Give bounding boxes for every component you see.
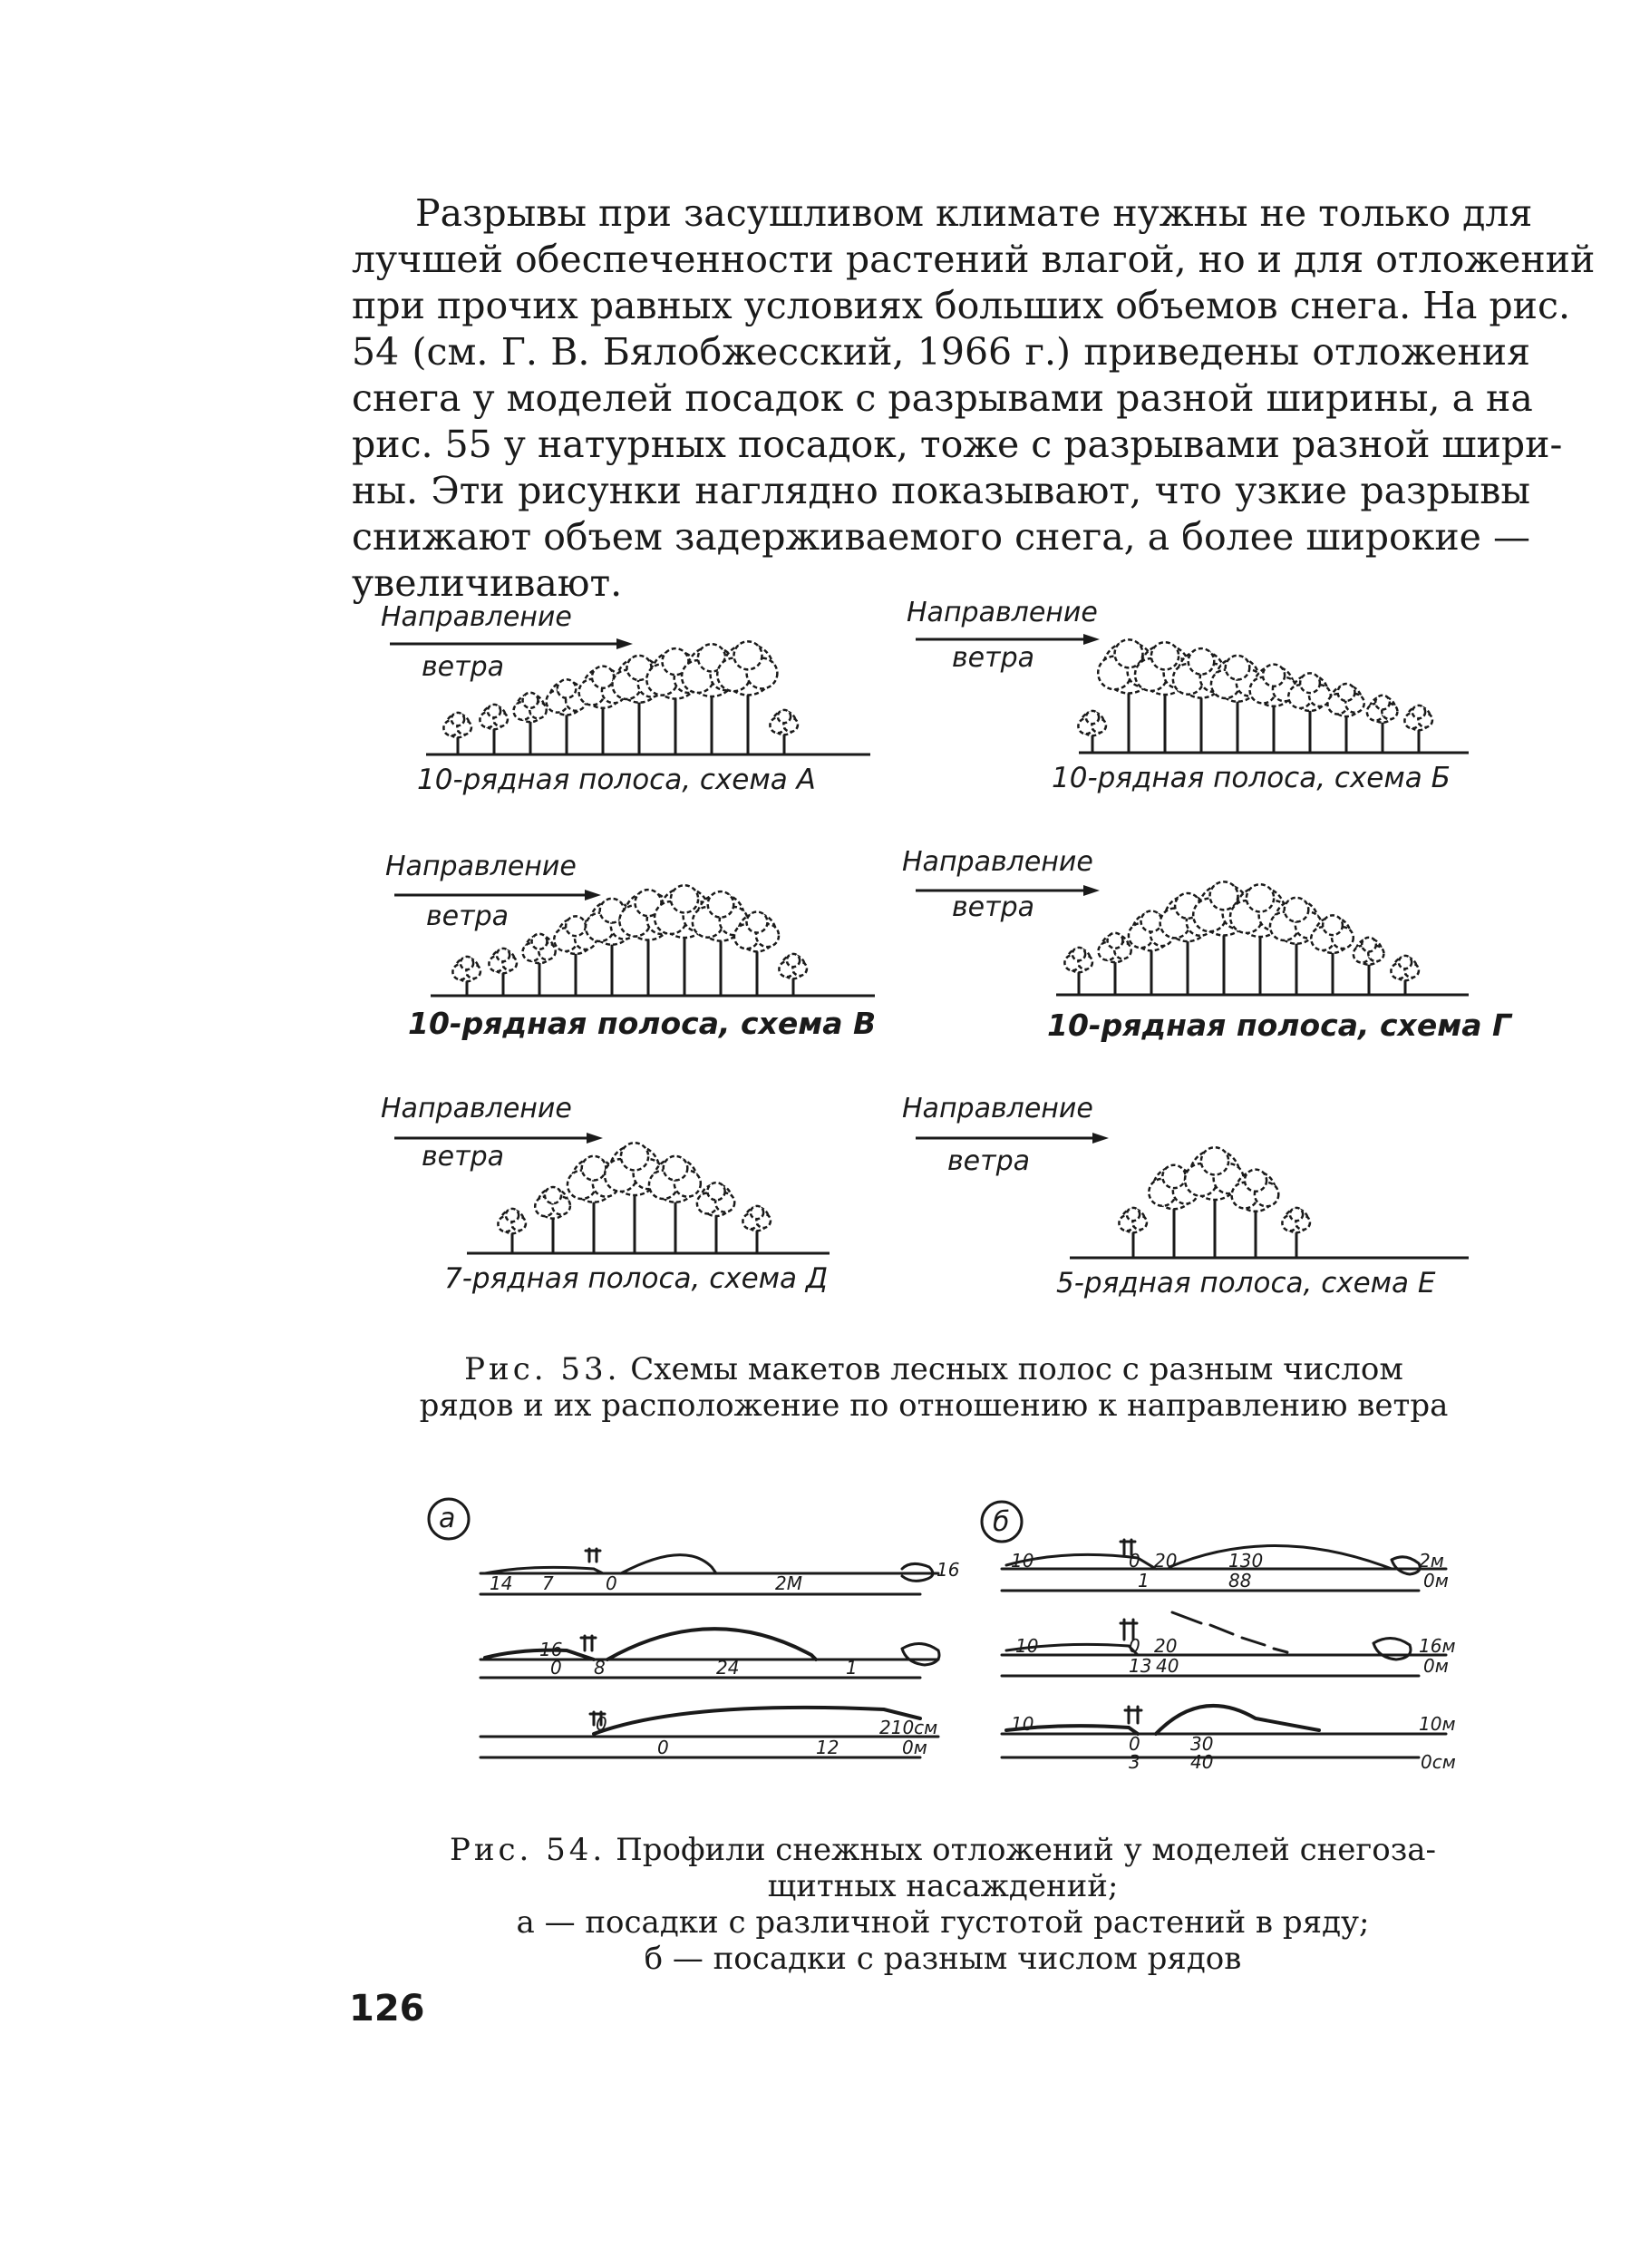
tree-crown	[1323, 915, 1343, 935]
tree-crown	[1375, 696, 1390, 710]
tree-crown	[488, 705, 500, 717]
profile-number: 2М	[775, 1572, 802, 1594]
panel-b-letter: б	[993, 1506, 1010, 1538]
caption-text: б — посадки с разным числом рядов	[644, 1941, 1242, 1977]
belt-label: 7-рядная полоса, схема Д	[444, 1262, 829, 1295]
profile-number: 1	[846, 1657, 858, 1679]
belt-label: 10-рядная полоса, схема Б	[1052, 762, 1451, 794]
tree-crown	[1162, 1165, 1185, 1188]
paragraph-line: увеличивают.	[352, 561, 623, 605]
profile-number: 0	[606, 1572, 617, 1594]
wind-direction-label: Направление	[385, 851, 577, 882]
paragraph-line: 54 (см. Г. В. Бялобжесский, 1966 г.) приведены отложения	[352, 330, 1530, 374]
tree-crown	[671, 885, 698, 912]
caption-label: Рис. 54.	[449, 1832, 607, 1868]
profile-number: 40	[1190, 1751, 1214, 1773]
profile-number: 10м	[1419, 1713, 1456, 1735]
forest-belt-diagram	[376, 1088, 884, 1297]
fig53-panel-v	[376, 848, 884, 1052]
tree-crown	[1290, 1208, 1303, 1221]
tree-crown	[1399, 956, 1412, 969]
profile-b1	[1002, 1540, 1449, 1591]
profile-number: 0м	[902, 1737, 927, 1758]
profile-number: 10	[1011, 1550, 1034, 1572]
profile-number: 7	[542, 1572, 554, 1594]
tree-crown	[664, 1156, 688, 1181]
tree-crown	[1141, 910, 1162, 931]
tree-crown	[1362, 938, 1376, 952]
tree-crown	[1201, 1147, 1228, 1174]
profile-a3	[480, 1708, 938, 1758]
wind-direction-label: Направление	[902, 846, 1093, 878]
arrow-icon	[616, 638, 633, 649]
profile-number: 10	[1011, 1713, 1034, 1735]
tree-crown	[497, 949, 509, 961]
tree-crown	[1189, 648, 1215, 675]
wind-direction-label: Направление	[381, 601, 572, 633]
profile-number: 10	[1015, 1635, 1039, 1657]
arrow-icon	[1092, 1133, 1109, 1144]
profile-number: 88	[1228, 1570, 1252, 1591]
profile-number: 16	[539, 1639, 563, 1660]
tree-crown	[558, 679, 577, 698]
paragraph-line: ны. Эти рисунки наглядно показывают, что узкие разрывы	[352, 469, 1530, 512]
arrow-icon	[585, 890, 601, 900]
profile-number: 8	[594, 1657, 606, 1679]
profile-number: 0см	[1421, 1751, 1456, 1773]
fig53-caption	[344, 1351, 1523, 1424]
tree-crown	[1263, 665, 1285, 686]
caption-text: а — посадки с различной густотой растений в ряду;	[516, 1904, 1370, 1941]
tree-crown	[1127, 1208, 1140, 1221]
tree-crown	[787, 954, 800, 967]
profile-a2	[480, 1629, 939, 1679]
forest-belt-diagram	[898, 843, 1511, 1047]
forest-belt-diagram	[898, 594, 1478, 798]
tree-crown	[778, 710, 791, 723]
tree-crown	[506, 1209, 519, 1222]
paragraph-line: Разрывы при засушливом климате нужны не только для	[415, 191, 1533, 235]
profile-number: 0м	[1423, 1570, 1449, 1591]
tree-crown	[582, 1156, 607, 1181]
profile-b3	[1002, 1706, 1456, 1773]
caption-text: Профили снежных отложений у моделей снегоза-	[616, 1832, 1437, 1868]
tree-crown	[1247, 884, 1274, 911]
profile-number: 16	[936, 1559, 960, 1581]
profile-number: 20	[1154, 1550, 1178, 1572]
profile-number: 20	[1154, 1635, 1178, 1657]
fig53-panel-e	[898, 1088, 1478, 1297]
wind-label: ветра	[426, 900, 509, 932]
forest-belt-diagram	[898, 1088, 1478, 1297]
snow-profile-diagram	[412, 1496, 1482, 1796]
fig54-caption	[344, 1832, 1541, 1977]
profile-number: 0	[657, 1737, 669, 1758]
body-paragraph	[352, 190, 1596, 607]
profile-number: 24	[716, 1657, 740, 1679]
caption-label: Рис. 53.	[464, 1351, 621, 1387]
arrow-icon	[1083, 885, 1100, 896]
forest-belt-diagram	[372, 599, 879, 798]
fig53-panel-a	[372, 599, 879, 798]
tree-crown	[707, 1183, 724, 1200]
tree-crown	[621, 1143, 648, 1170]
paragraph-line: рис. 55 у натурных посадок, тоже с разрывами разной шири-	[352, 423, 1563, 466]
tree-crown	[1072, 948, 1085, 960]
trees-illustration	[1119, 1147, 1310, 1258]
wind-direction-label: Направление	[381, 1093, 572, 1124]
wind-direction-label: Направление	[907, 597, 1098, 628]
tree-crown	[532, 934, 548, 949]
tree-crown	[1412, 706, 1425, 718]
paragraph-line: снижают объем задерживаемого снега, а более широкие —	[352, 515, 1530, 559]
tree-crown	[1300, 673, 1320, 693]
tree-crown	[461, 957, 473, 969]
tree-crown	[566, 916, 586, 936]
wind-direction-label: Направление	[902, 1093, 1093, 1124]
profile-number: 1	[1138, 1570, 1150, 1591]
belt-label: 10-рядная полоса, схема А	[417, 764, 816, 796]
profile-number: 3	[1129, 1751, 1140, 1773]
fig53-panel-g	[898, 843, 1511, 1047]
profile-b2	[1002, 1612, 1456, 1677]
profile-number: 12	[816, 1737, 839, 1758]
wind-label: ветра	[952, 642, 1035, 674]
arrow-icon	[587, 1133, 603, 1144]
page-number: 126	[349, 1988, 425, 2030]
tree-crown	[545, 1187, 561, 1203]
paragraph-line: при прочих равных условиях больших объемов снега. На рис.	[352, 284, 1570, 327]
paragraph-line: лучшей обеспеченности растений влагой, но и для отложений	[352, 238, 1596, 281]
profile-number: 0	[1129, 1733, 1140, 1755]
caption-text: щитных насаждений;	[767, 1868, 1119, 1904]
belt-label: 10-рядная полоса, схема В	[408, 1006, 877, 1041]
tree-crown	[592, 667, 614, 688]
profile-number: 14	[490, 1572, 513, 1594]
belt-label: 10-рядная полоса, схема Г	[1047, 1007, 1511, 1043]
profile-number: 16м	[1419, 1635, 1456, 1657]
paragraph-line: снега у моделей посадок с разрывами разной ширины, а на	[352, 376, 1533, 420]
profile-a1	[480, 1549, 959, 1594]
tree-crown	[1108, 933, 1123, 949]
wind-label: ветра	[952, 891, 1035, 923]
tree-crown	[1245, 1170, 1266, 1192]
tree-crown	[734, 641, 762, 669]
profile-number: 0	[550, 1657, 562, 1679]
tree-crown	[523, 693, 539, 708]
profile-number: 2м	[1419, 1550, 1444, 1572]
profile-number: 0м	[1423, 1655, 1449, 1677]
wind-label: ветра	[422, 1141, 505, 1173]
tree-crown	[1086, 711, 1099, 724]
fig53-panel-d	[376, 1088, 884, 1297]
tree-crown	[1226, 656, 1250, 680]
profile-number: 40	[1156, 1655, 1179, 1677]
trees-illustration	[1078, 639, 1432, 753]
tree-crown	[1285, 898, 1309, 922]
wind-label: ветра	[422, 651, 505, 683]
arrow-icon	[1083, 634, 1100, 645]
tree-crown	[1151, 642, 1179, 669]
profile-number: 30	[1190, 1733, 1214, 1755]
profile-number: 0	[596, 1713, 607, 1735]
tree-crown	[747, 911, 768, 932]
profile-number: 0	[1129, 1635, 1140, 1657]
tree-crown	[451, 713, 464, 725]
panel-a-letter: а	[439, 1503, 456, 1534]
profile-number: 13	[1129, 1655, 1152, 1677]
profile-number: 210см	[879, 1717, 938, 1738]
trees-illustration	[498, 1143, 771, 1253]
tree-crown	[708, 891, 734, 918]
tree-crown	[1338, 684, 1355, 701]
caption-text: Схемы макетов лесных полос с разным числом	[630, 1351, 1403, 1387]
belt-label: 5-рядная полоса, схема Е	[1056, 1267, 1436, 1299]
fig54-profiles	[412, 1496, 1482, 1799]
profile-number: 130	[1228, 1550, 1264, 1572]
forest-belt-diagram	[376, 848, 884, 1052]
wind-label: ветра	[947, 1145, 1031, 1177]
profile-number: 0	[1129, 1550, 1140, 1572]
tree-crown	[751, 1206, 763, 1219]
caption-text: рядов и их расположение по отношению к направлению ветра	[419, 1387, 1449, 1424]
fig53-panel-b	[898, 594, 1478, 798]
trees-illustration	[1064, 881, 1419, 995]
